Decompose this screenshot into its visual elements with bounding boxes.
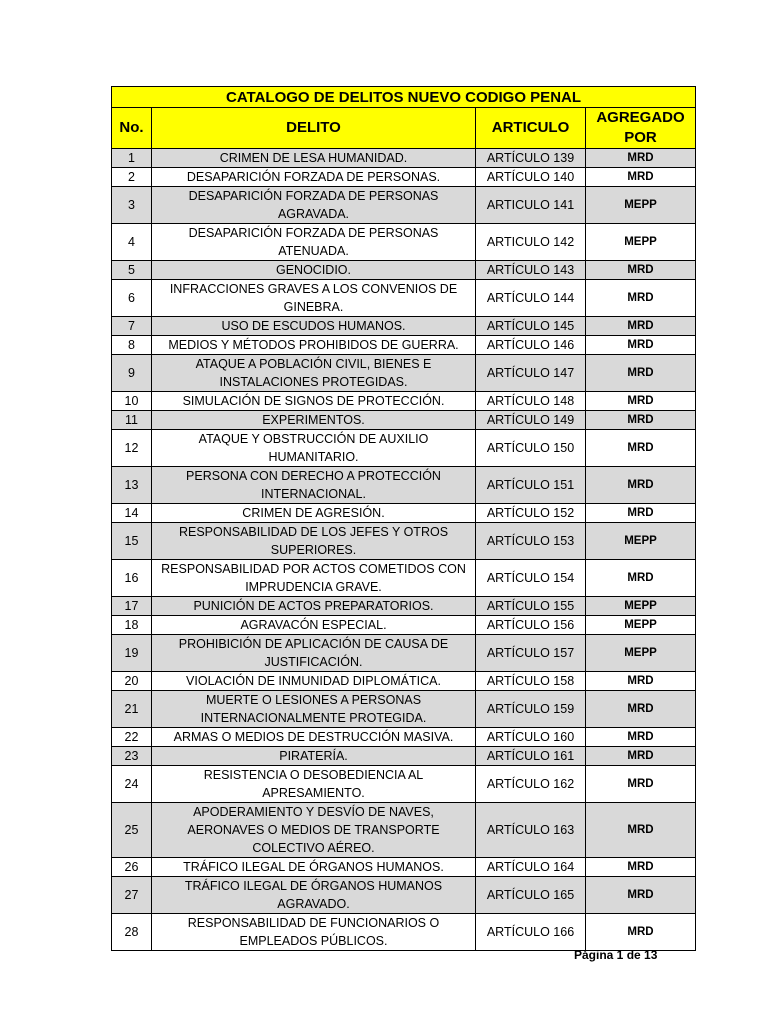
articulo-cell: ARTÍCULO 160 <box>476 728 586 747</box>
row-number: 25 <box>112 803 152 858</box>
agregado-por-cell: MRD <box>586 467 696 504</box>
header-no: No. <box>112 108 152 149</box>
row-number: 19 <box>112 635 152 672</box>
delito-cell: GENOCIDIO. <box>152 261 476 280</box>
table-row <box>112 766 696 803</box>
delito-cell: TRÁFICO ILEGAL DE ÓRGANOS HUMANOS AGRAVADO. <box>152 877 476 914</box>
table-title: CATALOGO DE DELITOS NUEVO CODIGO PENAL <box>112 87 696 108</box>
agregado-por-cell: MEPP <box>586 224 696 261</box>
delito-cell: RESPONSABILIDAD POR ACTOS COMETIDOS CON IMPRUDENCIA GRAVE. <box>152 560 476 597</box>
table-row <box>112 635 696 672</box>
delito-cell: PIRATERÍA. <box>152 747 476 766</box>
delito-cell: MEDIOS Y MÉTODOS PROHIBIDOS DE GUERRA. <box>152 336 476 355</box>
delitos-table <box>111 86 696 951</box>
articulo-cell: ARTÍCULO 157 <box>476 635 586 672</box>
articulo-cell: ARTÍCULO 158 <box>476 672 586 691</box>
agregado-por-cell: MRD <box>586 168 696 187</box>
delito-cell: VIOLACIÓN DE INMUNIDAD DIPLOMÁTICA. <box>152 672 476 691</box>
row-number: 6 <box>112 280 152 317</box>
agregado-por-cell: MEPP <box>586 616 696 635</box>
agregado-por-cell: MRD <box>586 803 696 858</box>
articulo-cell: ARTÍCULO 153 <box>476 523 586 560</box>
delito-cell: DESAPARICIÓN FORZADA DE PERSONAS ATENUADA. <box>152 224 476 261</box>
row-number: 18 <box>112 616 152 635</box>
delito-cell: CRIMEN DE LESA HUMANIDAD. <box>152 149 476 168</box>
row-number: 9 <box>112 355 152 392</box>
agregado-por-cell: MRD <box>586 504 696 523</box>
row-number: 11 <box>112 411 152 430</box>
agregado-por-cell: MEPP <box>586 523 696 560</box>
table-row <box>112 504 696 523</box>
articulo-cell: ARTÍCULO 148 <box>476 392 586 411</box>
articulo-cell: ARTÍCULO 162 <box>476 766 586 803</box>
delito-cell: RESISTENCIA O DESOBEDIENCIA AL APRESAMIENTO. <box>152 766 476 803</box>
table-row <box>112 168 696 187</box>
delito-cell: APODERAMIENTO Y DESVÍO DE NAVES, AERONAVES O MEDIOS DE TRANSPORTE COLECTIVO AÉREO. <box>152 803 476 858</box>
articulo-cell: ARTICULO 142 <box>476 224 586 261</box>
articulo-cell: ARTÍCULO 154 <box>476 560 586 597</box>
table-row <box>112 747 696 766</box>
articulo-cell: ARTÍCULO 165 <box>476 877 586 914</box>
agregado-por-cell: MRD <box>586 747 696 766</box>
articulo-cell: ARTÍCULO 156 <box>476 616 586 635</box>
agregado-por-cell: MRD <box>586 560 696 597</box>
delito-cell: INFRACCIONES GRAVES A LOS CONVENIOS DE GINEBRA. <box>152 280 476 317</box>
agregado-por-cell: MRD <box>586 672 696 691</box>
row-number: 10 <box>112 392 152 411</box>
table-row <box>112 914 696 951</box>
header-articulo: ARTICULO <box>476 108 586 149</box>
table-row <box>112 430 696 467</box>
delito-cell: RESPONSABILIDAD DE FUNCIONARIOS O EMPLEADOS PÚBLICOS. <box>152 914 476 951</box>
articulo-cell: ARTÍCULO 139 <box>476 149 586 168</box>
articulo-cell: ARTÍCULO 164 <box>476 858 586 877</box>
row-number: 21 <box>112 691 152 728</box>
delito-cell: ATAQUE Y OBSTRUCCIÓN DE AUXILIO HUMANITARIO. <box>152 430 476 467</box>
articulo-cell: ARTÍCULO 151 <box>476 467 586 504</box>
agregado-por-cell: MRD <box>586 914 696 951</box>
articulo-cell: ARTÍCULO 144 <box>476 280 586 317</box>
delito-cell: DESAPARICIÓN FORZADA DE PERSONAS AGRAVADA. <box>152 187 476 224</box>
delito-cell: DESAPARICIÓN FORZADA DE PERSONAS. <box>152 168 476 187</box>
table-row <box>112 467 696 504</box>
agregado-por-cell: MRD <box>586 411 696 430</box>
agregado-por-cell: MRD <box>586 149 696 168</box>
table-row <box>112 728 696 747</box>
row-number: 26 <box>112 858 152 877</box>
table-row <box>112 523 696 560</box>
row-number: 28 <box>112 914 152 951</box>
agregado-por-cell: MRD <box>586 355 696 392</box>
agregado-por-cell: MRD <box>586 858 696 877</box>
row-number: 22 <box>112 728 152 747</box>
table-row <box>112 392 696 411</box>
table-row <box>112 803 696 858</box>
row-number: 5 <box>112 261 152 280</box>
agregado-por-cell: MRD <box>586 261 696 280</box>
agregado-por-cell: MRD <box>586 766 696 803</box>
table-row <box>112 187 696 224</box>
articulo-cell: ARTÍCULO 166 <box>476 914 586 951</box>
row-number: 14 <box>112 504 152 523</box>
delito-cell: RESPONSABILIDAD DE LOS JEFES Y OTROS SUPERIORES. <box>152 523 476 560</box>
row-number: 8 <box>112 336 152 355</box>
row-number: 27 <box>112 877 152 914</box>
agregado-por-cell: MRD <box>586 430 696 467</box>
agregado-por-cell: MRD <box>586 728 696 747</box>
delito-cell: PUNICIÓN DE ACTOS PREPARATORIOS. <box>152 597 476 616</box>
delito-cell: PERSONA CON DERECHO A PROTECCIÓN INTERNACIONAL. <box>152 467 476 504</box>
row-number: 7 <box>112 317 152 336</box>
table-row <box>112 616 696 635</box>
table-row <box>112 858 696 877</box>
row-number: 24 <box>112 766 152 803</box>
table-header-row <box>112 108 696 149</box>
articulo-cell: ARTÍCULO 159 <box>476 691 586 728</box>
delito-cell: SIMULACIÓN DE SIGNOS DE PROTECCIÓN. <box>152 392 476 411</box>
row-number: 3 <box>112 187 152 224</box>
table-row <box>112 560 696 597</box>
header-agregado-por: AGREGADO POR <box>586 108 696 149</box>
row-number: 12 <box>112 430 152 467</box>
table-row <box>112 280 696 317</box>
agregado-por-cell: MRD <box>586 317 696 336</box>
delito-cell: MUERTE O LESIONES A PERSONAS INTERNACIONALMENTE PROTEGIDA. <box>152 691 476 728</box>
table-row <box>112 411 696 430</box>
delito-cell: PROHIBICIÓN DE APLICACIÓN DE CAUSA DE JUSTIFICACIÓN. <box>152 635 476 672</box>
delito-cell: ATAQUE A POBLACIÓN CIVIL, BIENES E INSTALACIONES PROTEGIDAS. <box>152 355 476 392</box>
page-number: Página 1 de 13 <box>574 948 658 962</box>
agregado-por-cell: MEPP <box>586 635 696 672</box>
table-row <box>112 355 696 392</box>
articulo-cell: ARTÍCULO 143 <box>476 261 586 280</box>
articulo-cell: ARTÍCULO 145 <box>476 317 586 336</box>
table-row <box>112 691 696 728</box>
articulo-cell: ARTÍCULO 163 <box>476 803 586 858</box>
header-delito: DELITO <box>152 108 476 149</box>
agregado-por-cell: MRD <box>586 691 696 728</box>
table-row <box>112 317 696 336</box>
delito-cell: CRIMEN DE AGRESIÓN. <box>152 504 476 523</box>
row-number: 23 <box>112 747 152 766</box>
articulo-cell: ARTÍCULO 161 <box>476 747 586 766</box>
table-row <box>112 336 696 355</box>
articulo-cell: ARTÍCULO 146 <box>476 336 586 355</box>
table-row <box>112 261 696 280</box>
row-number: 15 <box>112 523 152 560</box>
table-row <box>112 877 696 914</box>
table-row <box>112 597 696 616</box>
articulo-cell: ARTÍCULO 147 <box>476 355 586 392</box>
articulo-cell: ARTÍCULO 150 <box>476 430 586 467</box>
agregado-por-cell: MRD <box>586 336 696 355</box>
delito-cell: ARMAS O MEDIOS DE DESTRUCCIÓN MASIVA. <box>152 728 476 747</box>
delito-cell: USO DE ESCUDOS HUMANOS. <box>152 317 476 336</box>
agregado-por-cell: MRD <box>586 877 696 914</box>
delito-cell: AGRAVACÓN ESPECIAL. <box>152 616 476 635</box>
row-number: 2 <box>112 168 152 187</box>
row-number: 1 <box>112 149 152 168</box>
articulo-cell: ARTÍCULO 140 <box>476 168 586 187</box>
agregado-por-cell: MRD <box>586 280 696 317</box>
table-row <box>112 149 696 168</box>
table-row <box>112 672 696 691</box>
articulo-cell: ARTÍCULO 149 <box>476 411 586 430</box>
articulo-cell: ARTÍCULO 152 <box>476 504 586 523</box>
agregado-por-cell: MEPP <box>586 597 696 616</box>
delito-cell: TRÁFICO ILEGAL DE ÓRGANOS HUMANOS. <box>152 858 476 877</box>
row-number: 20 <box>112 672 152 691</box>
row-number: 4 <box>112 224 152 261</box>
row-number: 13 <box>112 467 152 504</box>
row-number: 17 <box>112 597 152 616</box>
articulo-cell: ARTÍCULO 155 <box>476 597 586 616</box>
row-number: 16 <box>112 560 152 597</box>
table-row <box>112 224 696 261</box>
articulo-cell: ARTICULO 141 <box>476 187 586 224</box>
delito-cell: EXPERIMENTOS. <box>152 411 476 430</box>
agregado-por-cell: MEPP <box>586 187 696 224</box>
table-title-row <box>112 87 696 108</box>
agregado-por-cell: MRD <box>586 392 696 411</box>
